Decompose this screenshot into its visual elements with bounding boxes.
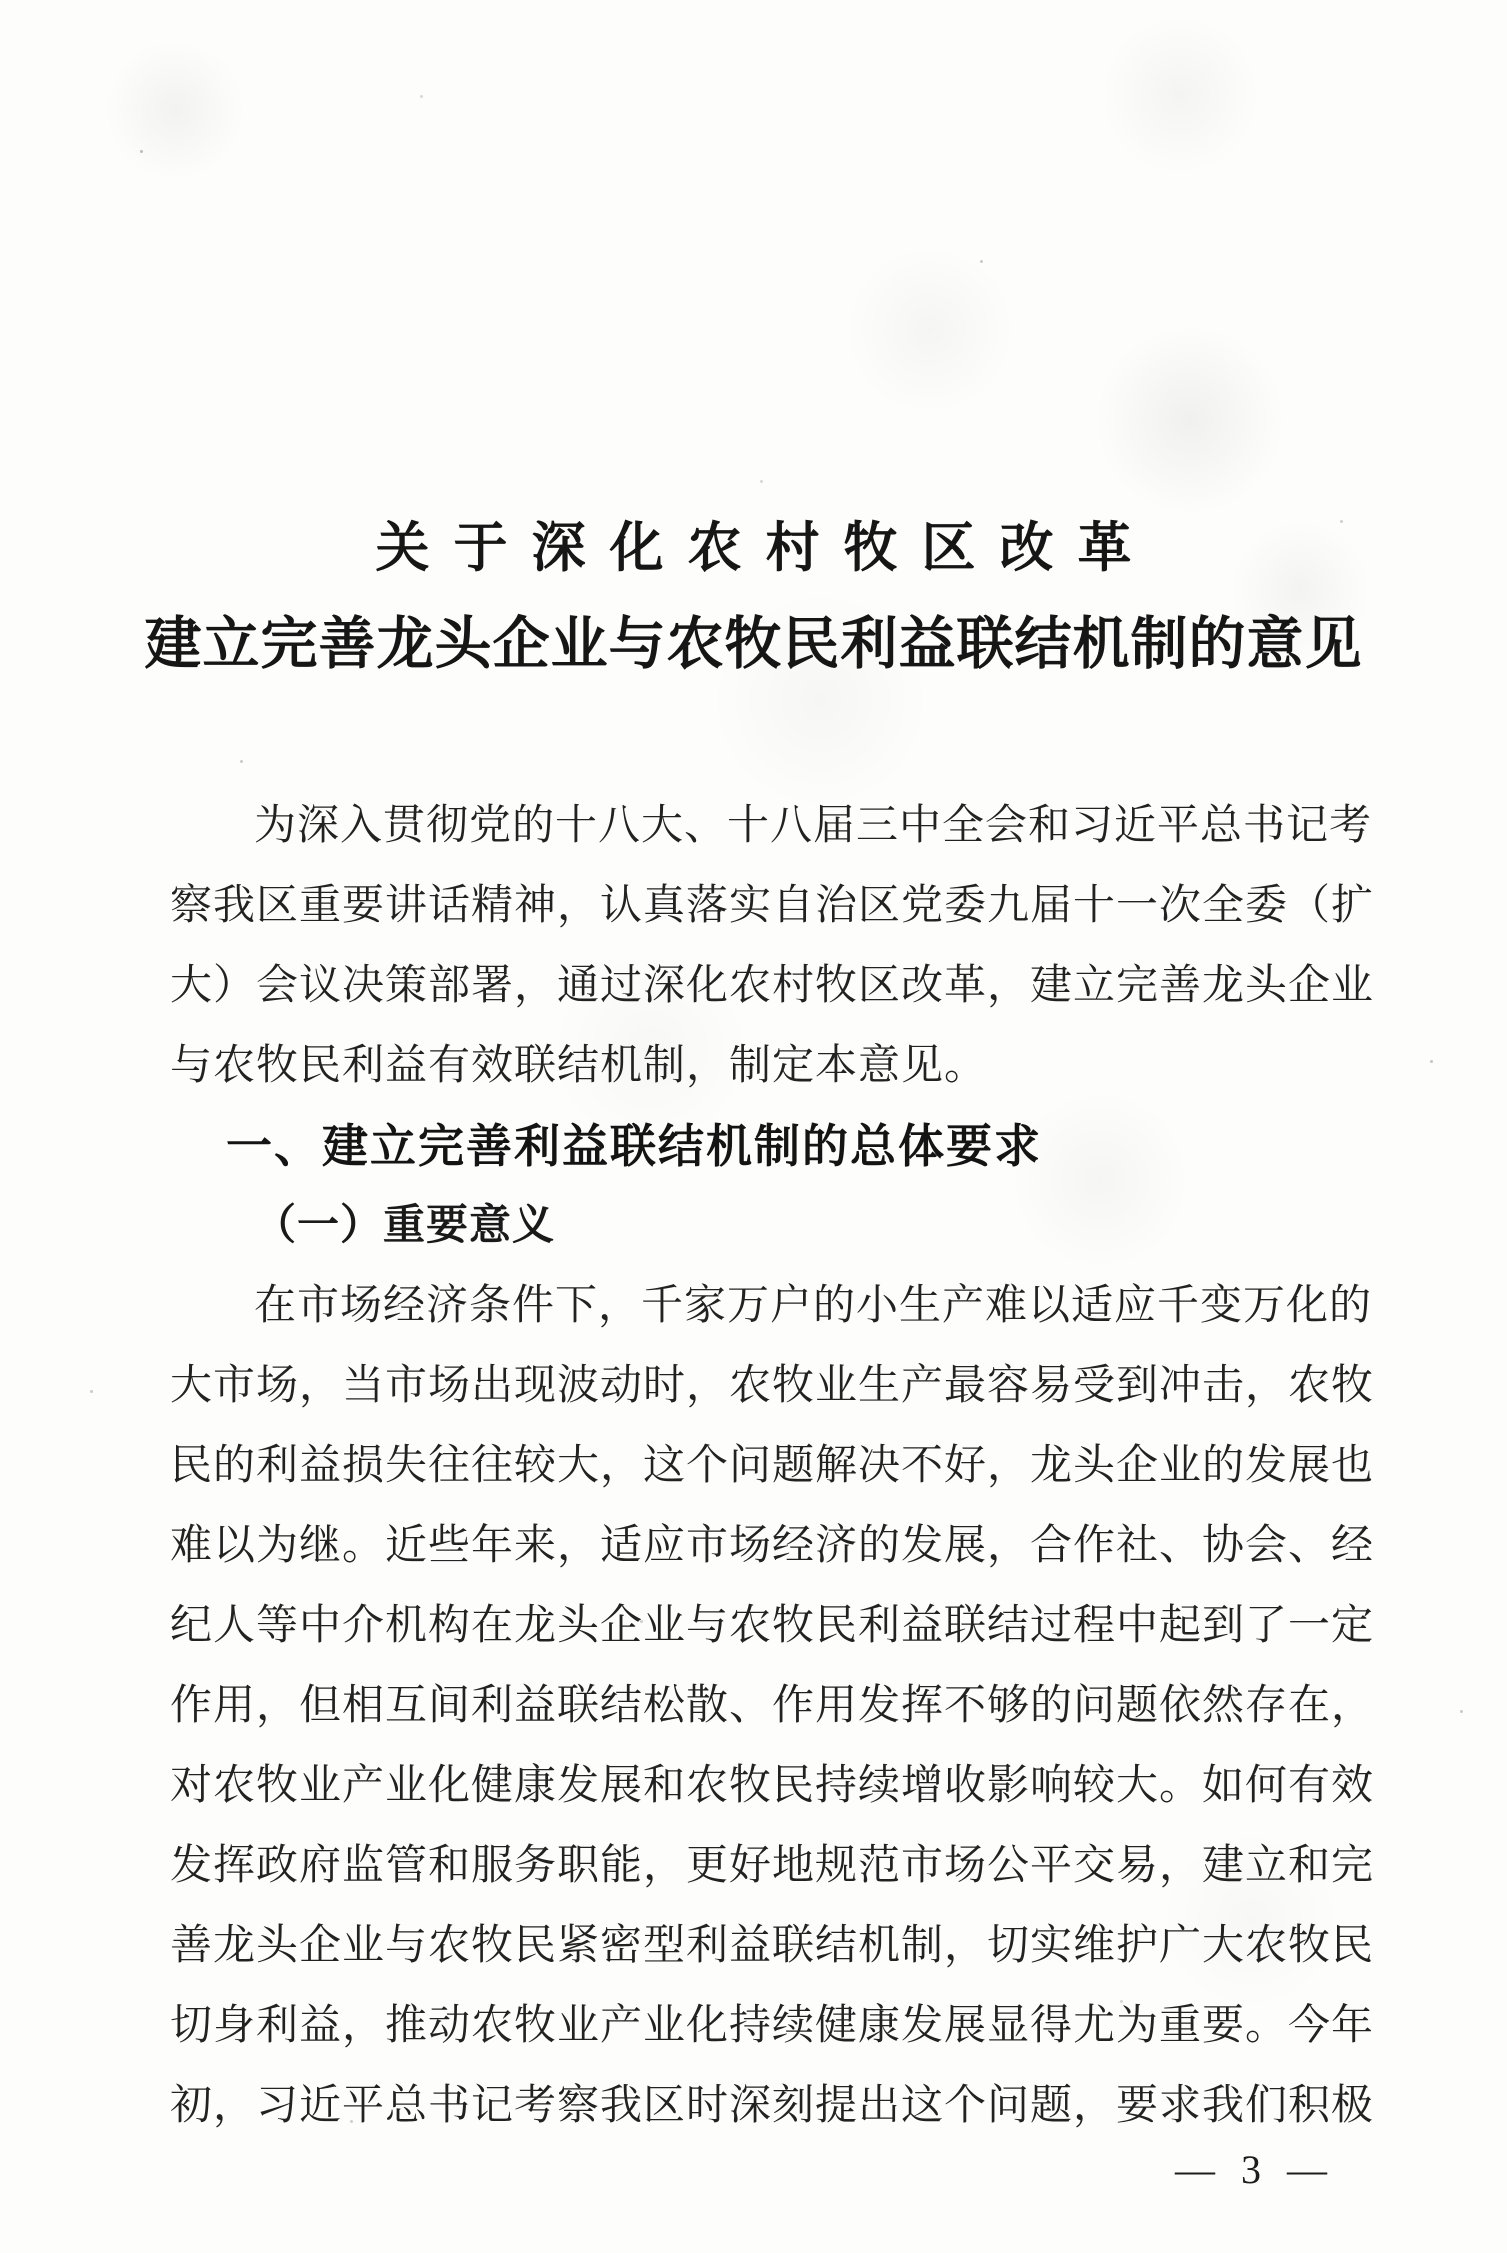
body-line: 初，习近平总书记考察我区时深刻提出这个问题，要求我们积极 (170, 2083, 1375, 2129)
body-line: 纪人等中介机构在龙头企业与农牧民利益联结过程中起到了一定 (170, 1603, 1375, 1649)
document-title-line-2: 建立完善龙头企业与农牧民利益联结机制的意见 (144, 611, 1363, 677)
body-line: 为深入贯彻党的十八大、十八届三中全会和习近平总书记考 (254, 803, 1373, 849)
section-heading: 一、建立完善利益联结机制的总体要求 (226, 1119, 1042, 1173)
page-number: — 3 — (1175, 2147, 1335, 2192)
document-body (170, 786, 1388, 2146)
body-line: 作用，但相互间利益联结松散、作用发挥不够的问题依然存在， (170, 1683, 1375, 1729)
body-line: 察我区重要讲话精神，认真落实自治区党委九届十一次全委（扩 (170, 883, 1375, 929)
body-line: 善龙头企业与农牧民紧密型利益联结机制，切实维护广大农牧民 (170, 1923, 1375, 1969)
body-line: 发挥政府监管和服务职能，更好地规范市场公平交易，建立和完 (170, 1843, 1375, 1889)
body-line: 切身利益，推动农牧业产业化持续健康发展显得尤为重要。今年 (170, 2003, 1375, 2049)
body-line: 大市场，当市场出现波动时，农牧业生产最容易受到冲击，农牧 (170, 1363, 1375, 1409)
body-line: 民的利益损失往往较大，这个问题解决不好，龙头企业的发展也 (170, 1443, 1375, 1489)
body-line: 在市场经济条件下，千家万户的小生产难以适应千变万化的 (254, 1283, 1373, 1329)
sub-heading: （一）重要意义 (254, 1203, 556, 1249)
body-line: 难以为继。近些年来，适应市场经济的发展，合作社、协会、经 (170, 1523, 1375, 1569)
document-title-line-1: 关于深化农村牧区改革 (375, 518, 1156, 578)
body-line: 与农牧民利益有效联结机制，制定本意见。 (170, 1043, 988, 1089)
body-line: 对农牧业产业化健康发展和农牧民持续增收影响较大。如何有效 (170, 1763, 1375, 1809)
body-line: 大）会议决策部署，通过深化农村牧区改革，建立完善龙头企业 (170, 963, 1375, 1009)
